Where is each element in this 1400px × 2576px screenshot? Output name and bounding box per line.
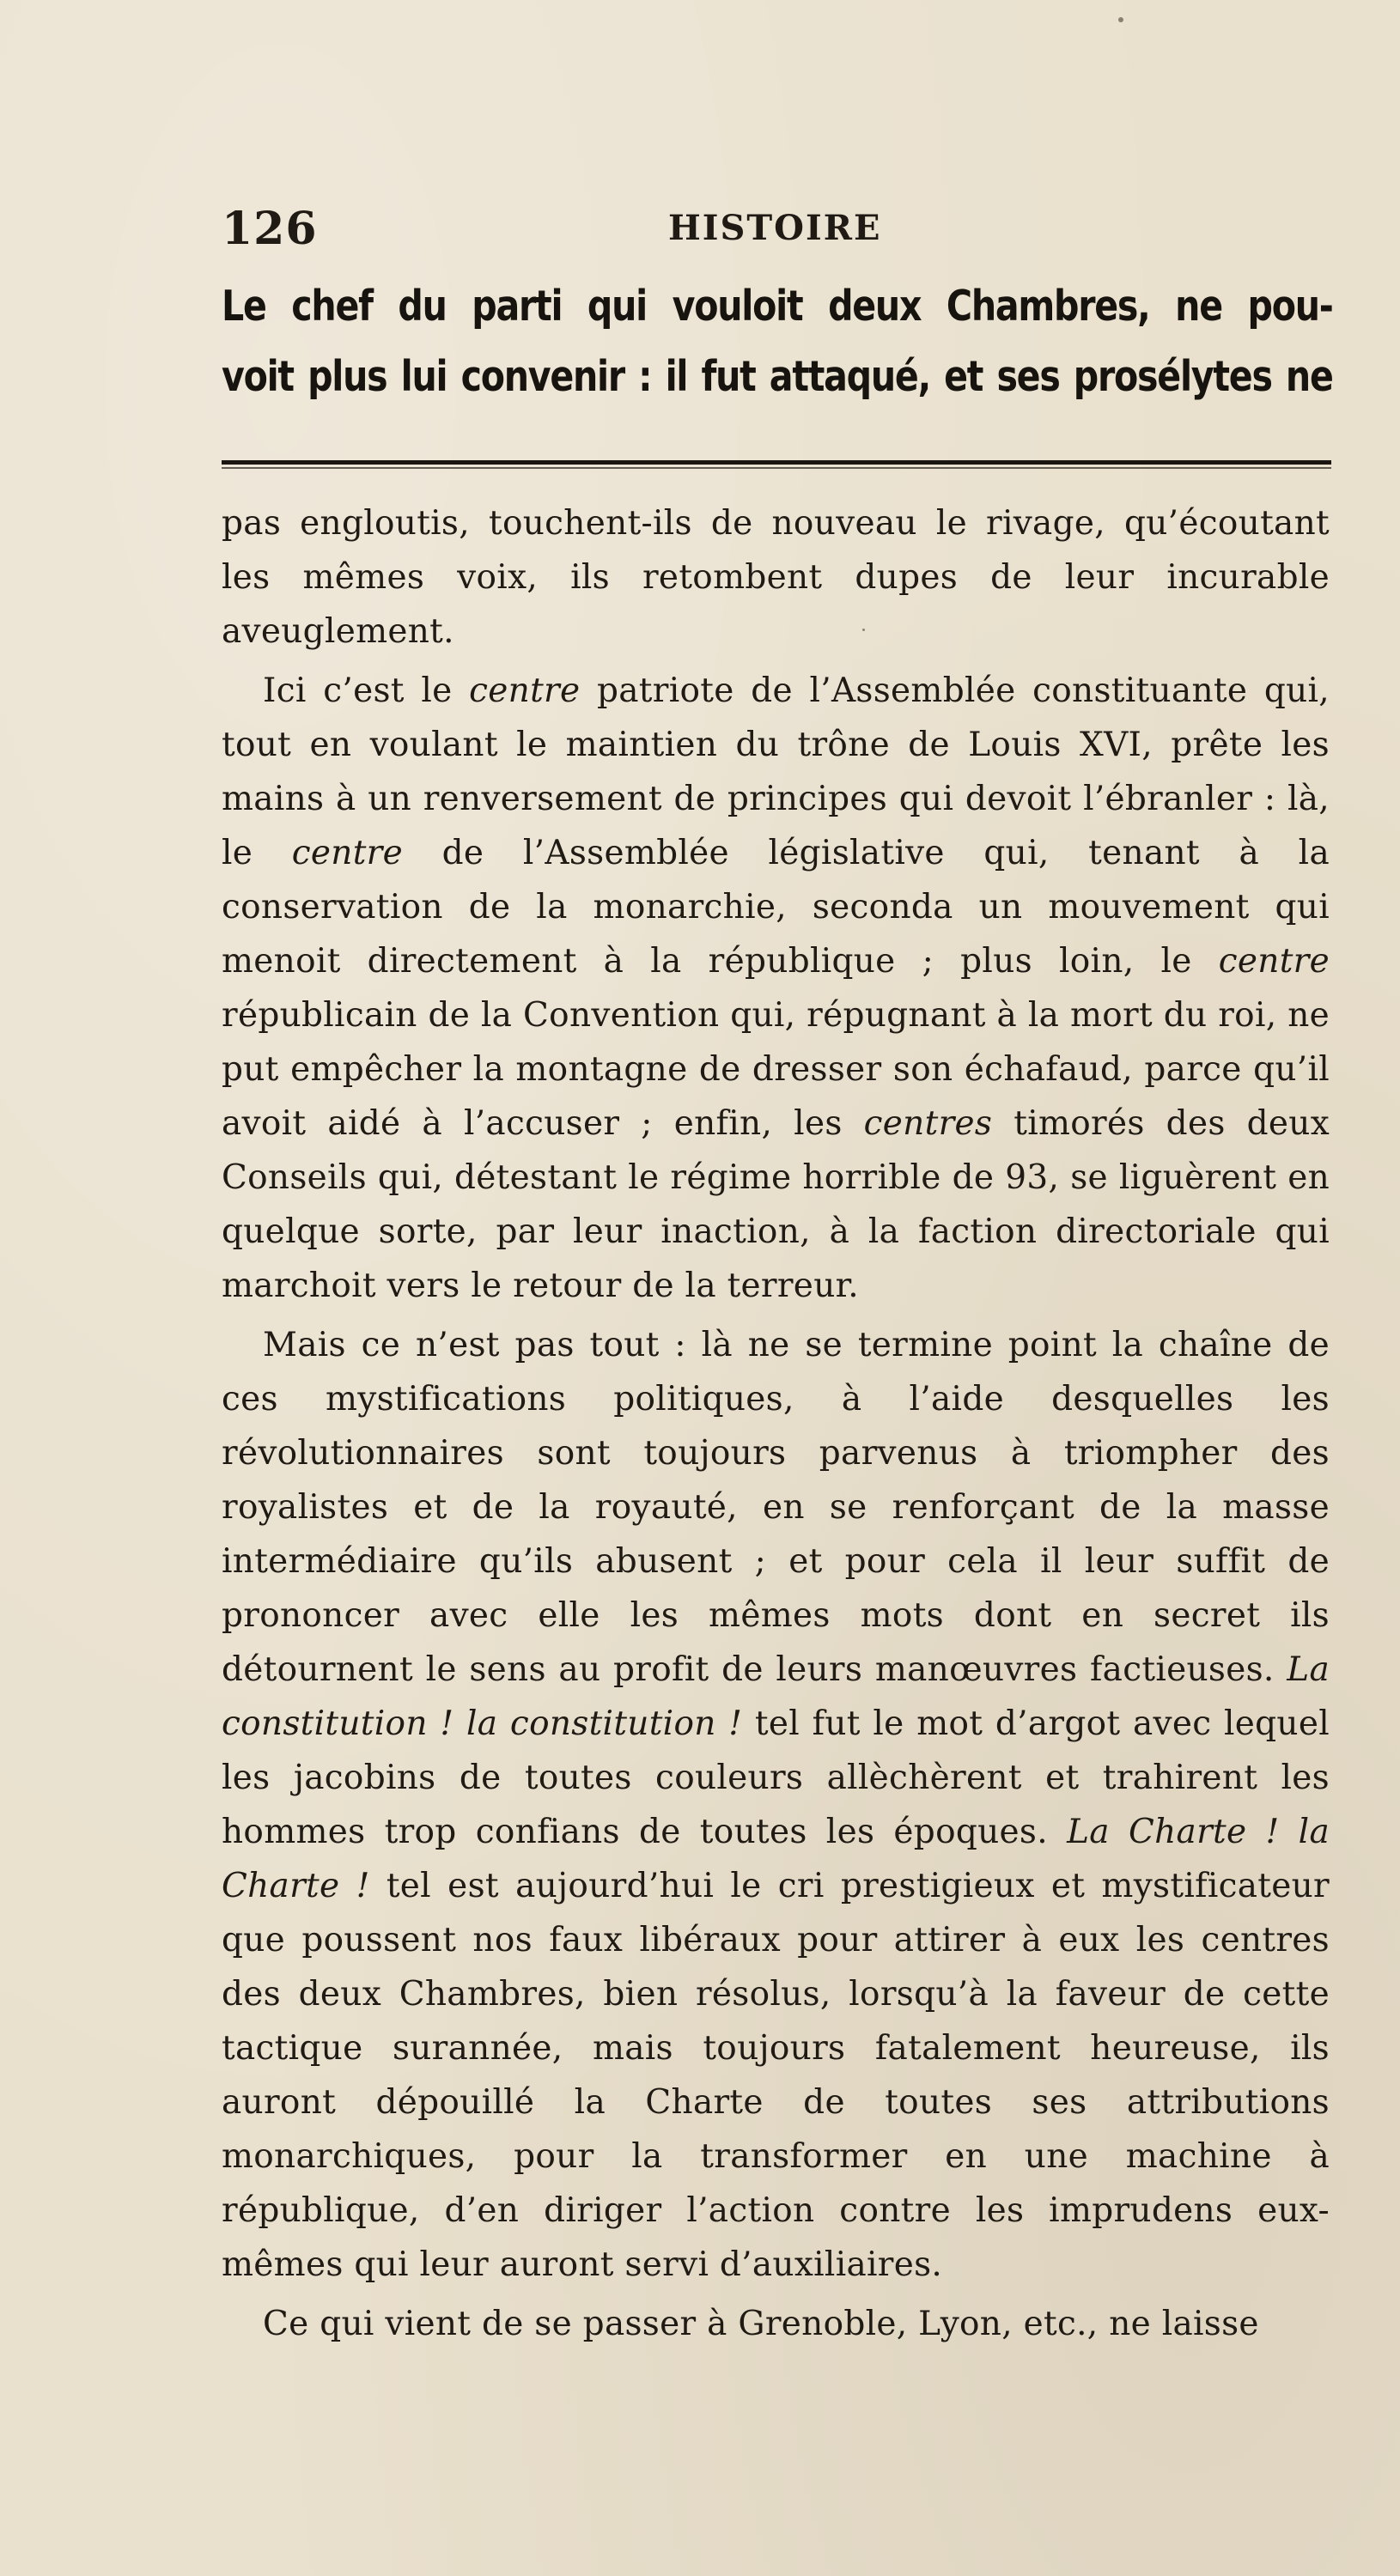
pasted-line-2: voit plus lui convenir : il fut attaqué, et ses prosélytes ne (222, 352, 1333, 401)
paragraph-3: Mais ce n’est pas tout : là ne se termine point la chaîne de ces mystifications politiques, à l’aide desquelles les révolutionnaires sont toujours parvenus à triompher des royalistes et de la royauté, en se renforçant de la masse intermédiaire qu’ils abusent ; et pour cela il leur suffit de prononcer avec elle les mêmes mots dont en secret ils détournent le sens au profit de leurs manœuvres factieuses. La constitution ! la constitution ! tel fut le mot d’argot avec lequel les jacobins de toutes couleurs allèchèrent et trahirent les hommes trop confians de toutes les époques. La Charte ! la Charte ! tel est aujourd’hui le cri prestigieux et mystificateur que poussent nos faux libéraux pour attirer à eux les centres des deux Chambres, bien résolus, lorsqu’à la faveur de cette tactique surannée, mais toujours fatalement heureuse, ils auront dépouillé la Charte de toutes ses attributions monarchiques, pour la transformer en une machine à république, d’en diriger l’action contre les imprudens eux-mêmes qui leur auront servi d’auxiliaires. (222, 1326, 1330, 2284)
page-number: 126 (222, 203, 318, 255)
paragraph-2: Ici c’est le centre patriote de l’Assemblée constituante qui, tout en voulant le maintien du trône de Louis XVI, prête les mains à un renversement de principes qui devoit l’ébranler : là, le centre de l’Assemblée législative qui, tenant à la conservation de la monarchie, seconda un mouvement qui menoit directement à la république ; plus loin, le centre républicain de la Convention qui, répugnant à la mort du roi, ne put empêcher la montagne de dresser son échafaud, parce qu’il avoit aidé à l’accuser ; enfin, les centres timorés des deux Conseils qui, détestant le régime horrible de 93, se liguèrent en quelque sorte, par leur inaction, à la faction directoriale qui marchoit vers le retour de la terreur. (222, 671, 1330, 1305)
body-text (222, 496, 1330, 2351)
running-title: HISTOIRE (668, 208, 882, 248)
pasted-text-slip (222, 271, 1333, 412)
paragraph-4: Ce qui vient de se passer à Grenoble, Lyon, etc., ne laisse (263, 2305, 1259, 2343)
separator-rule (222, 460, 1331, 465)
separator-rule-thin (222, 467, 1331, 469)
paragraph-1: pas engloutis, touchent-ils de nouveau le rivage, qu’écoutant les mêmes voix, ils retombent dupes de leur incurable aveuglement. (222, 504, 1330, 651)
pasted-line-1: Le chef du parti qui vouloit deux Chambres, ne pou- (222, 282, 1333, 331)
ink-speck (1118, 17, 1123, 22)
page-header (222, 203, 1330, 263)
